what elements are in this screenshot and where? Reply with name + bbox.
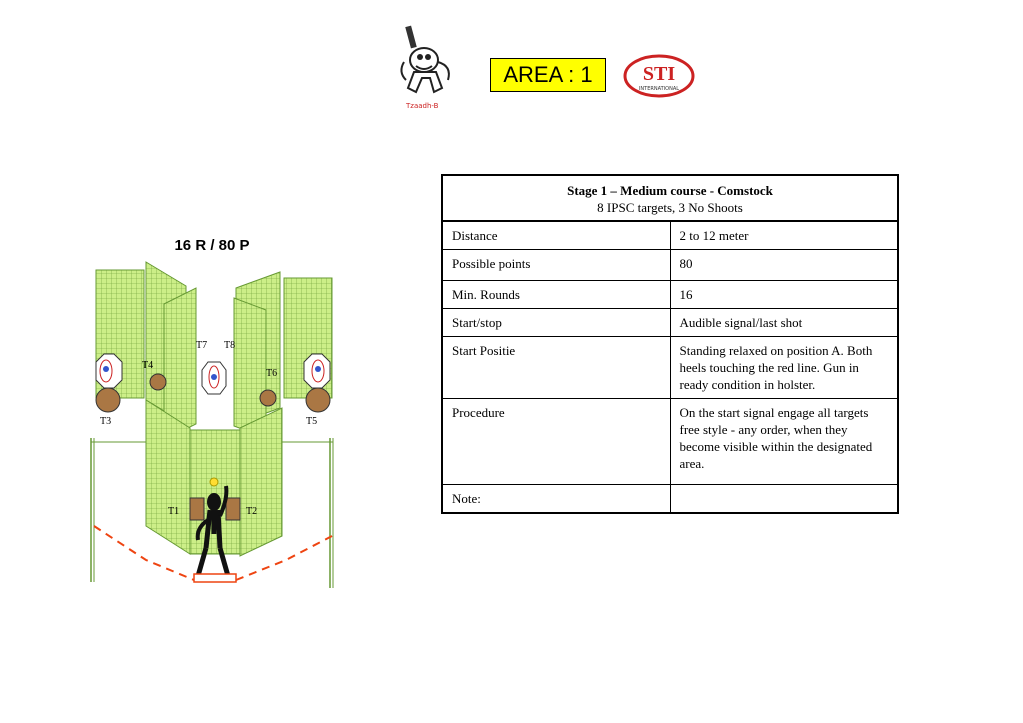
row-label: Distance <box>442 221 670 250</box>
stage-title: Stage 1 – Medium course - Comstock <box>567 183 773 198</box>
stage-info-table <box>441 174 899 514</box>
row-value <box>670 485 898 514</box>
area-label: AREA : 1 <box>490 58 606 92</box>
stage-layout-drawing <box>86 258 338 594</box>
target-label-t5: T5 <box>306 416 318 427</box>
row-value: Standing relaxed on position A. Both heels touching the red line. Gun in ready condition in holster. <box>670 337 898 399</box>
table-row <box>442 337 898 399</box>
row-label: Note: <box>442 485 670 514</box>
target-t7-icon <box>202 362 226 394</box>
sti-logo-subtext: INTERNATIONAL <box>638 86 680 92</box>
stage-diagram <box>86 258 338 594</box>
row-value: On the start signal engage all targets free style - any order, when they become visible within the designated area. <box>670 399 898 485</box>
target-label-t3: T3 <box>100 416 112 427</box>
sti-logo-text: STI <box>642 63 676 85</box>
row-value: 16 <box>670 281 898 309</box>
row-value: 2 to 12 meter <box>670 221 898 250</box>
monkey-logo-icon <box>394 22 460 102</box>
row-label: Procedure <box>442 399 670 485</box>
club-logo-caption: Tzaadh-B <box>406 102 439 110</box>
target-label-t2: T2 <box>246 506 258 517</box>
sti-logo <box>622 52 696 100</box>
stage-subtitle: 8 IPSC targets, 3 No Shoots <box>597 200 743 215</box>
row-label: Possible points <box>442 250 670 281</box>
club-logo <box>394 22 460 112</box>
target-label-t1: T1 <box>168 506 180 517</box>
row-label: Min. Rounds <box>442 281 670 309</box>
sti-logo-icon <box>622 52 696 100</box>
table-row <box>442 399 898 485</box>
target-t5-icon <box>304 354 330 388</box>
target-label-t4: T4 <box>142 360 154 371</box>
row-label: Start/stop <box>442 309 670 337</box>
target-label-t6: T6 <box>266 368 278 379</box>
target-label-t8: T8 <box>224 340 236 351</box>
rounds-points-label: 16 R / 80 P <box>174 237 250 254</box>
table-header-row <box>442 175 898 221</box>
table-row <box>442 250 898 281</box>
target-t3-icon <box>96 354 122 388</box>
row-label: Start Positie <box>442 337 670 399</box>
row-value: 80 <box>670 250 898 281</box>
table-row <box>442 485 898 514</box>
row-value: Audible signal/last shot <box>670 309 898 337</box>
table-row <box>442 221 898 250</box>
table-row <box>442 281 898 309</box>
table-row <box>442 309 898 337</box>
target-label-t7: T7 <box>196 340 208 351</box>
